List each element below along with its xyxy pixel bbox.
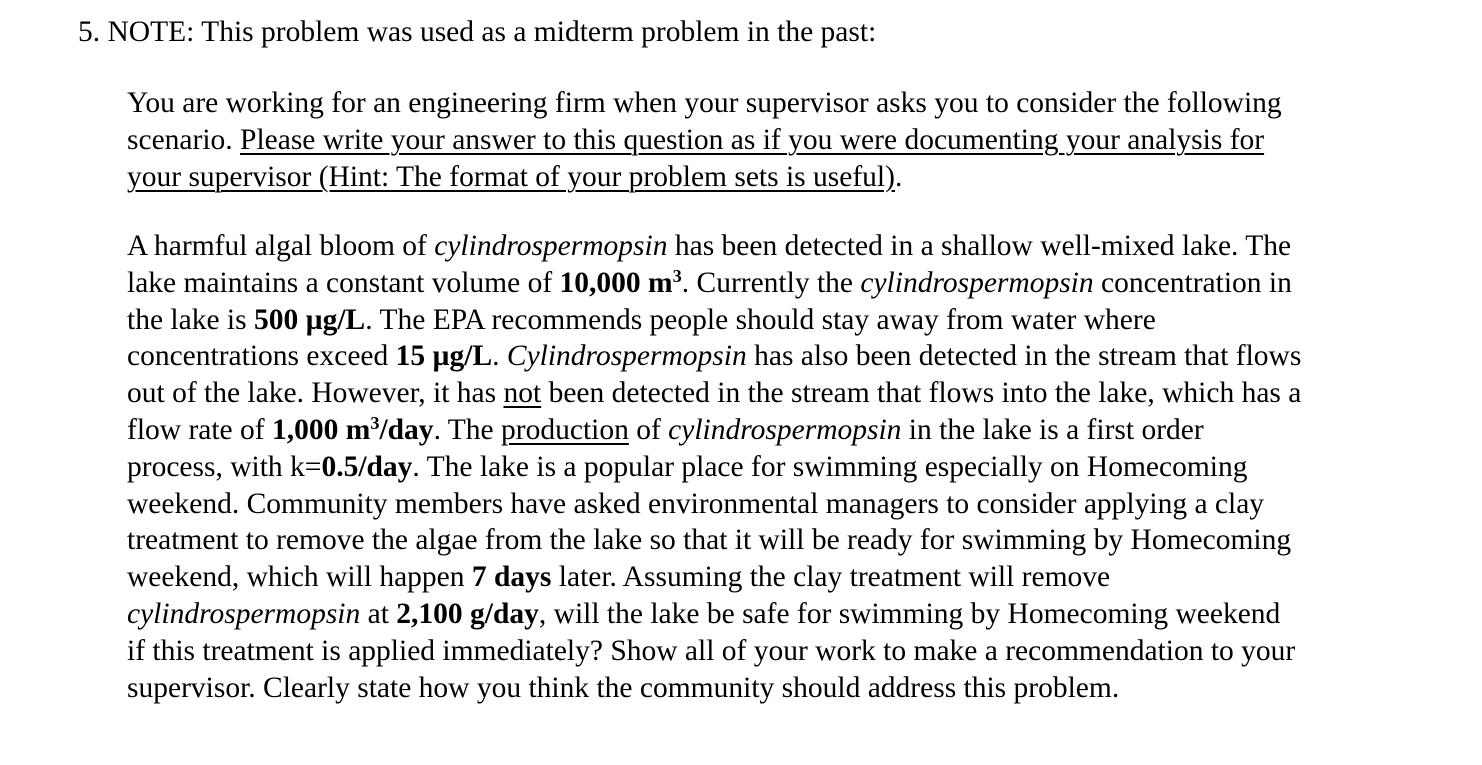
scenario-line: weekend. Community members have asked environmental managers to consider applying a clay	[127, 487, 1265, 520]
intro-line-1: You are working for an engineering firm when your supervisor asks you to consider the following	[127, 87, 1282, 119]
scenario-line: process, with k=0.5/day. The lake is a popular place for swimming especially on Homecoming	[127, 450, 1248, 483]
scenario-line: flow rate of 1,000 $m^3$/day. The production of cylindrospermopsin in the lake is a first order	[127, 412, 1204, 446]
rate-constant: 0.5/day	[321, 450, 413, 483]
underlined-instruction: your supervisor (Hint: The format of your problem sets is useful)	[127, 160, 895, 193]
lake-volume: 10,000 m	[559, 266, 673, 299]
species-name: cylindrospermopsin	[127, 597, 361, 630]
inflow-rate: 1,000 m	[271, 413, 371, 446]
scenario-line: A harmful algal bloom of cylindrospermopsin has been detected in a shallow well-mixed lake. The	[127, 230, 1292, 262]
problem-heading: 5. NOTE: This problem was used as a midterm problem in the past:	[78, 16, 877, 48]
scenario-line: cylindrospermopsin at 2,100 g/day, will the lake be safe for swimming by Homecoming weekend	[127, 597, 1281, 630]
underlined-word: production	[501, 413, 629, 446]
scenario-line: out of the lake. However, it has not been detected in the stream that flows into the lake, which has a	[127, 377, 1302, 410]
scenario-line: supervisor. Clearly state how you think the community should address this problem.	[127, 671, 1120, 704]
scenario-line: treatment to remove the algae from the lake so that it will be ready for swimming by Homecoming	[127, 524, 1292, 557]
intro-paragraph	[127, 85, 1417, 195]
underlined-instruction: Please write your answer to this question as if you were documenting your analysis for	[240, 123, 1265, 156]
underlined-word: not	[503, 377, 542, 410]
scenario-paragraph	[127, 228, 1417, 706]
intro-line-3	[127, 159, 1417, 196]
intro-text: scenario.	[127, 123, 241, 156]
scenario-line: lake maintains a constant volume of 10,000 $m^3$. Currently the cylindrospermopsin concentration in	[127, 265, 1292, 299]
intro-text: .	[894, 160, 903, 193]
species-name: cylindrospermopsin	[434, 230, 668, 262]
days-until-homecoming: 7 days	[471, 561, 552, 594]
scenario-line: concentrations exceed 15 µg/L. Cylindrospermopsin has also been detected in the stream that flows	[127, 340, 1302, 373]
scenario-line: if this treatment is applied immediately? Show all of your work to make a recommendation to your	[127, 634, 1296, 667]
scenario-line: the lake is 500 µg/L. The EPA recommends people should stay away from water where	[127, 303, 1156, 336]
species-name: cylindrospermopsin	[668, 413, 902, 446]
species-name: cylindrospermopsin	[860, 266, 1094, 299]
epa-limit: 15 µg/L	[395, 340, 493, 373]
lake-concentration: 500 µg/L	[253, 303, 366, 336]
removal-rate: 2,100 g/day	[396, 597, 539, 630]
intro-line-2	[127, 122, 1417, 159]
species-name: Cylindrospermopsin	[506, 340, 747, 373]
scenario-line: weekend, which will happen 7 days later. Assuming the clay treatment will remove	[127, 561, 1111, 594]
